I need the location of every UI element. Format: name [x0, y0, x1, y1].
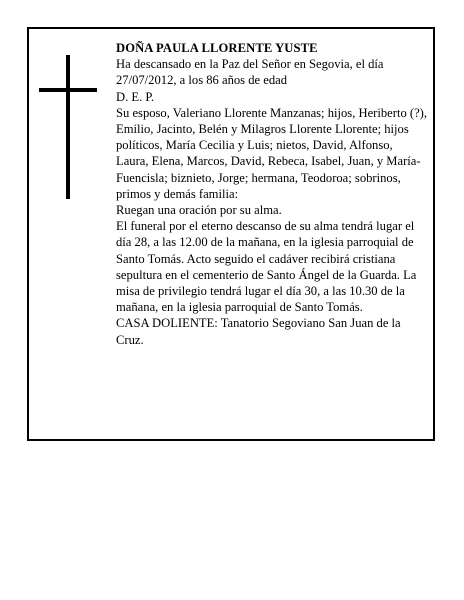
rip-line: D. E. P. [116, 89, 155, 104]
prayer-request: Ruegan una oración por su alma. [116, 203, 282, 218]
deceased-name: DOÑA PAULA LLORENTE YUSTE [116, 41, 318, 55]
family-list: Su esposo, Valeriano Llorente Manzanas; hijos, Heriberto (?), Emilio, Jacinto, Belén y Milagros Llorente Llorente; hijos políticos, María Cecilia y Luis; nietos, David, Alfonso, Laura, Elena, Marcos, David, Rebeca, Isabel, Juan, y María-Fuencisla; biznieto, Jorge; hermana, Teodoroa; sobrinos, primos y demás familia: [116, 105, 428, 201]
death-notice: Ha descansado en la Paz del Señor en Segovia, el día 27/07/2012, a los 86 años de edad [116, 57, 384, 88]
cross-icon [39, 55, 97, 199]
obituary-text [116, 40, 428, 348]
mourning-house: CASA DOLIENTE: Tanatorio Segoviano San Juan de la Cruz. [116, 316, 401, 347]
obituary-notice [27, 27, 435, 441]
funeral-details: El funeral por el eterno descanso de su alma tendrá lugar el día 28, a las 12.00 de la mañana, en la iglesia parroquial de Santo Tomás. Acto seguido el cadáver recibirá cristiana sepultura en el cementerio de Santo Ángel de la Guarda. La misa de privilegio tendrá lugar el día 30, a las 10.30 de la mañana, en la iglesia parroquial de Santo Tomás. [116, 219, 417, 315]
